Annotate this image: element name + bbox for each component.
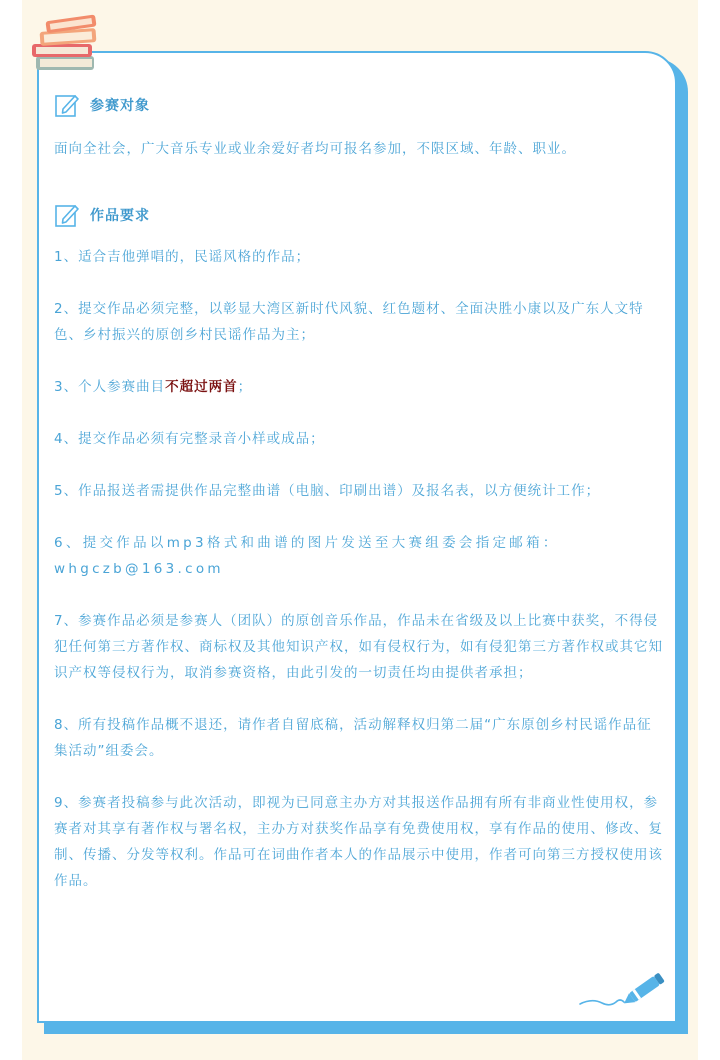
list-item: 4、提交作品必须有完整录音小样或成品； — [54, 431, 325, 447]
list-item-text: 3、个人参赛曲目 — [54, 379, 166, 395]
list-item: 7、参赛作品必须是参赛人（团队）的原创音乐作品，作品未在省级及以上比赛中获奖，不得侵犯任何第三方著作权、商标权及其他知识产权，如有侵权行为，如有侵犯第三方著作权或其它知识产权等侵权行为，取消参赛资格，由此引发的一切责任均由提供者承担； — [54, 613, 663, 681]
participants-text: 面向全社会，广大音乐专业或业余爱好者均可报名参加，不限区域、年龄、职业。 — [54, 141, 576, 157]
section-title: 作品要求 — [90, 208, 150, 224]
section-header-requirements — [54, 200, 666, 230]
pen-icon — [578, 968, 670, 1010]
list-item: 6、提交作品以mp3格式和曲谱的图片发送至大赛组委会指定邮箱：whgczb@163.com — [54, 535, 560, 577]
list-item-text: ； — [237, 379, 253, 395]
content — [54, 90, 666, 920]
books-icon — [30, 12, 110, 78]
list-item: 5、作品报送者需提供作品完整曲谱（电脑、印刷出谱）及报名表，以方便统计工作； — [54, 483, 601, 499]
section-title: 参赛对象 — [90, 98, 150, 114]
list-item: 8、所有投稿作品概不退还，请作者自留底稿，活动解释权归第二届“广东原创乡村民谣作品征集活动”组委会。 — [54, 717, 652, 759]
edit-pencil-icon — [54, 92, 80, 118]
requirements-list — [54, 244, 666, 894]
list-item: 9、参赛者投稿参与此次活动，即视为已同意主办方对其报送作品拥有所有非商业性使用权，参赛者对其享有著作权与署名权，主办方对获奖作品享有免费使用权，享有作品的使用、修改、复制、传播、分发等权利。作品可在词曲作者本人的作品展示中使用，作者可向第三方授权使用该作品。 — [54, 795, 663, 889]
list-item: 2、提交作品必须完整，以彰显大湾区新时代风貌、红色题材、全面决胜小康以及广东人文特色、乡村振兴的原创乡村民谣作品为主； — [54, 301, 644, 343]
highlight-text: 不超过两首 — [165, 379, 238, 395]
edit-pencil-icon — [54, 202, 80, 228]
list-item: 1、适合吉他弹唱的，民谣风格的作品； — [54, 249, 311, 265]
section-header-participants — [54, 90, 666, 120]
list-item — [54, 374, 666, 400]
